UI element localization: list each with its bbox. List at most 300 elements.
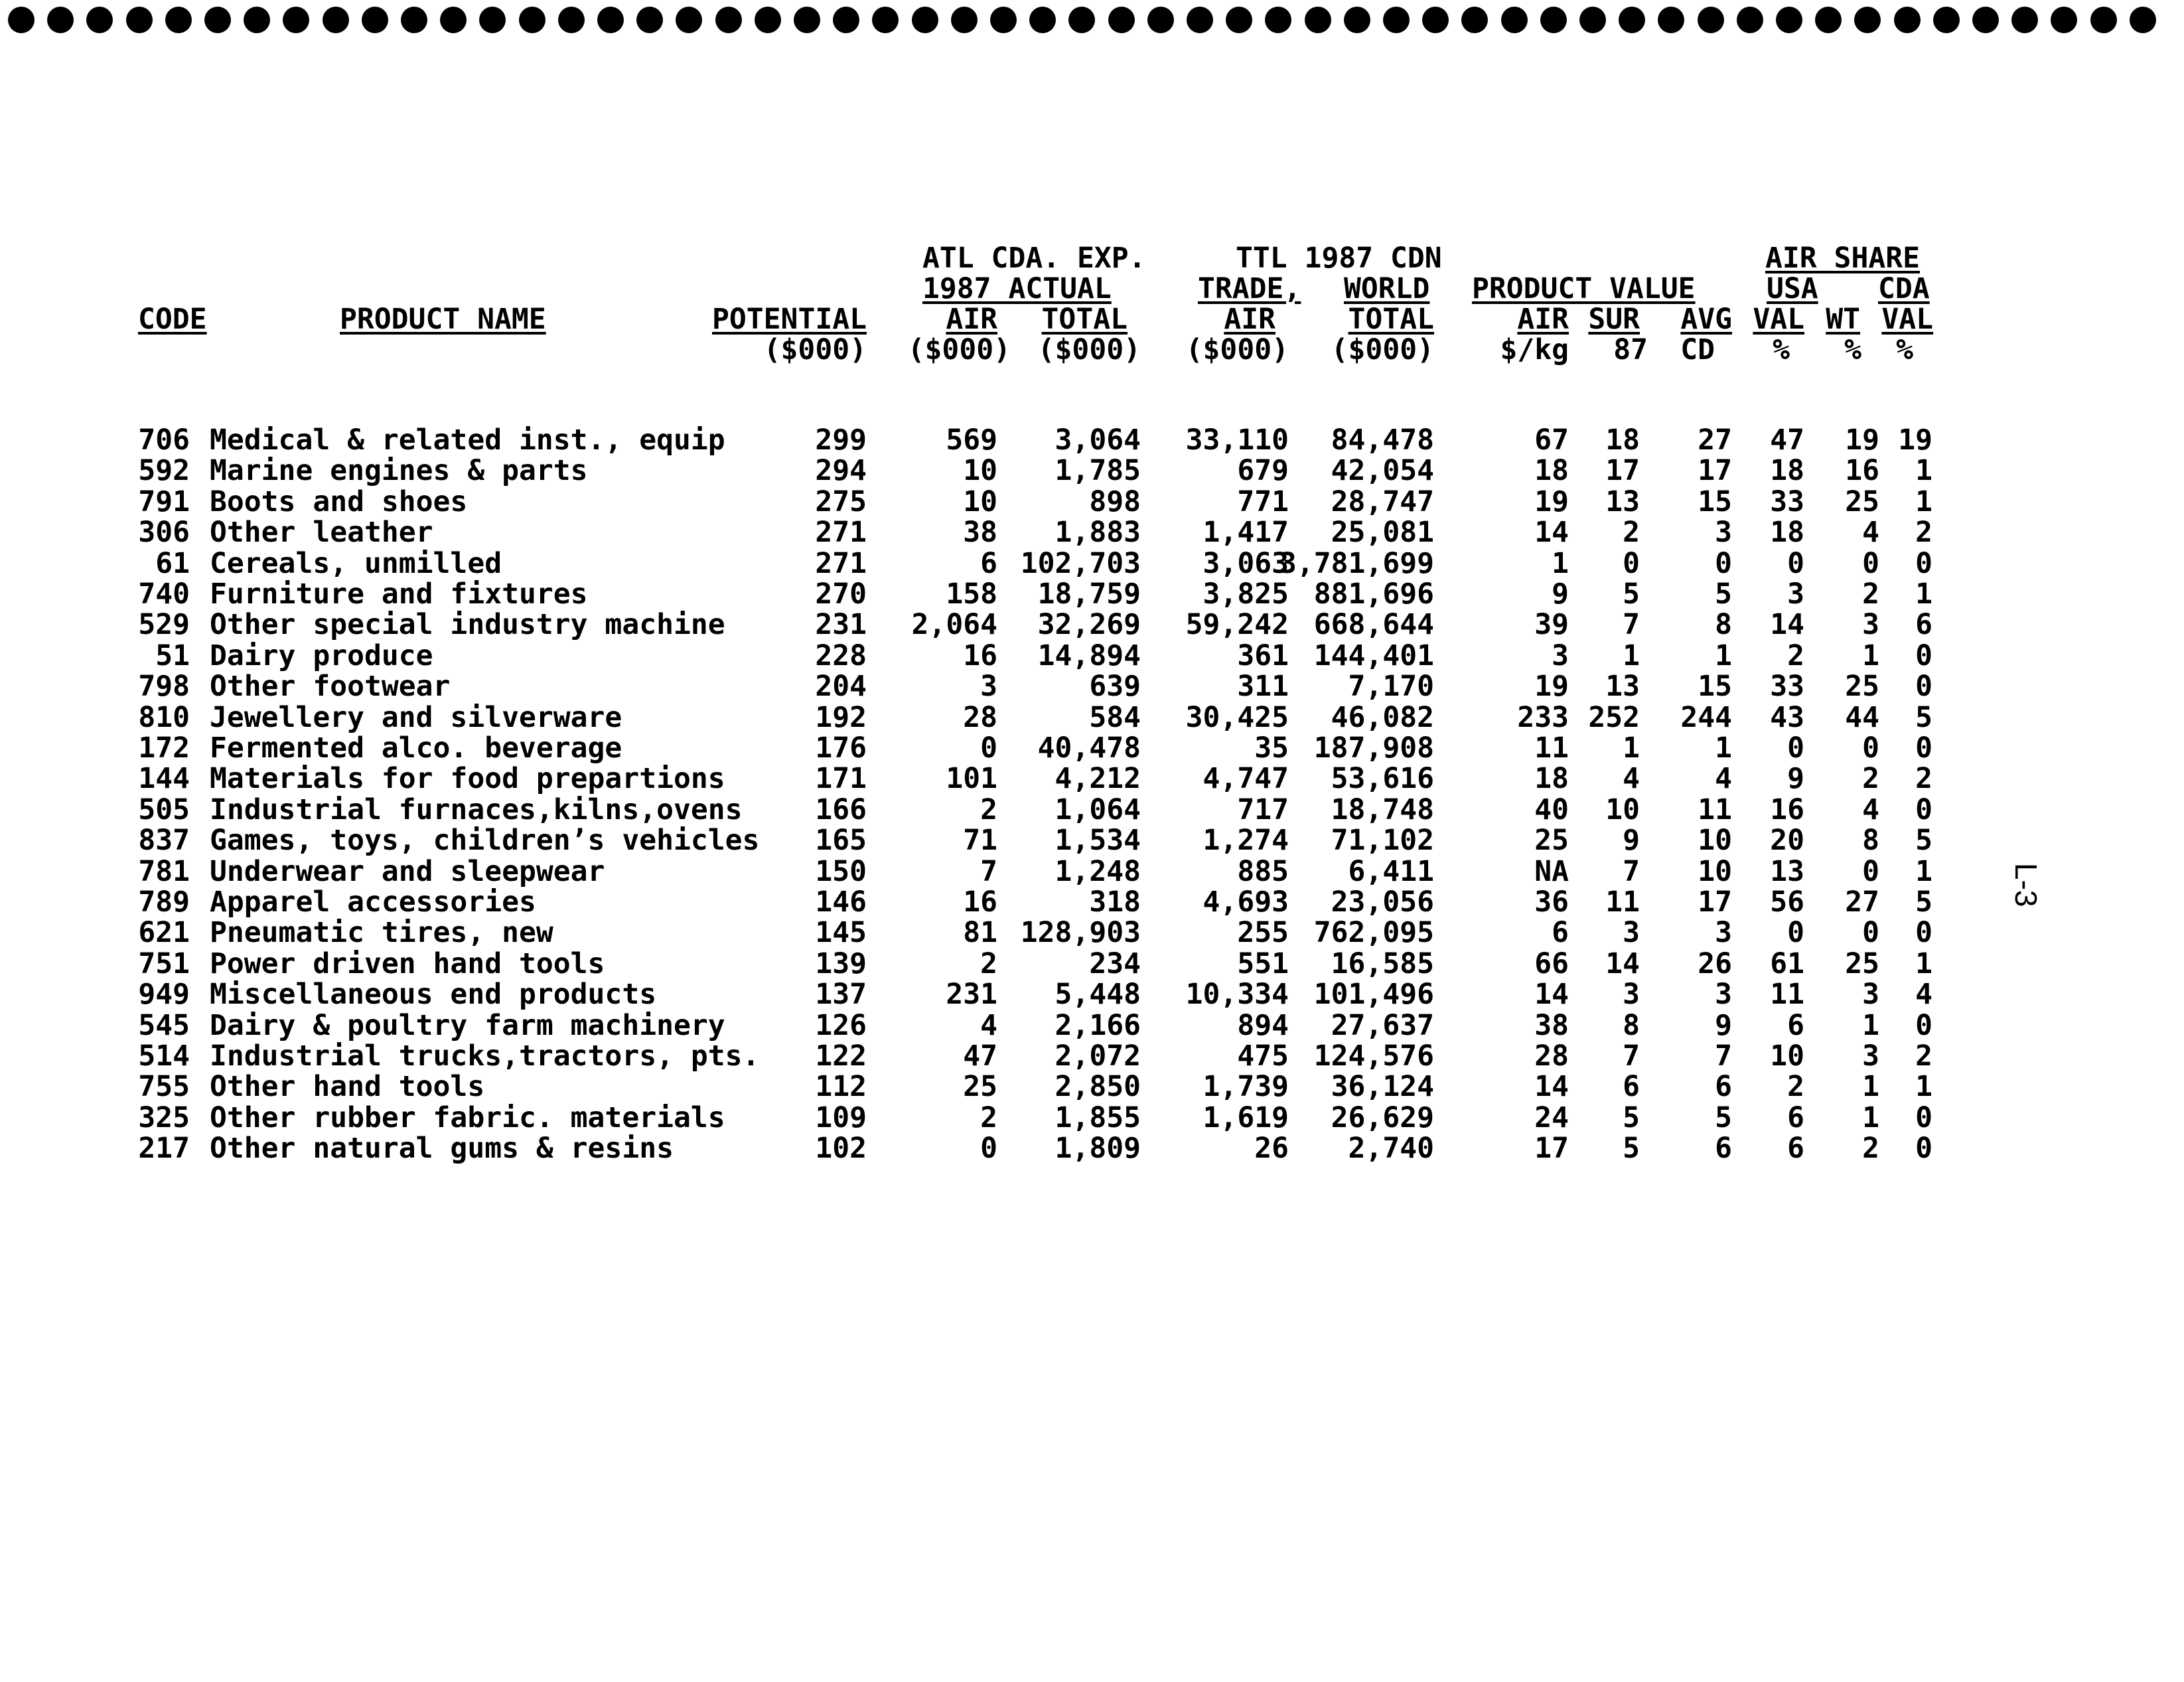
cell-pv-sur: 7	[1623, 854, 1640, 888]
cell-pv-sur: 13	[1605, 485, 1640, 518]
cell-world-total: 668,644	[1313, 608, 1434, 642]
cell-total: 18,759	[1037, 577, 1141, 611]
cell-usa-val: 10	[1770, 1039, 1804, 1073]
cell-potential: 176	[815, 731, 867, 765]
cell-potential: 171	[815, 762, 867, 796]
column-header-trade-air: AIR	[1224, 303, 1275, 336]
cell-usa-val: 20	[1770, 824, 1804, 858]
cell-pv-sur: 11	[1605, 885, 1640, 919]
cell-code: 306	[138, 516, 190, 550]
cell-pv-air: 14	[1534, 516, 1569, 550]
cell-cda-val: 1	[1915, 1070, 1932, 1104]
cell-code: 706	[138, 423, 190, 457]
cell-cda-val: 1	[1915, 577, 1932, 611]
cell-usa-val: 6	[1787, 1101, 1804, 1134]
cell-potential: 204	[815, 670, 867, 704]
cell-air: 2	[980, 947, 997, 980]
cell-pv-air: 11	[1534, 731, 1569, 765]
cell-world-total: 36,124	[1331, 1070, 1434, 1104]
cell-code: 144	[138, 762, 190, 796]
cell-cda-val: 0	[1915, 916, 1932, 950]
cell-pv-sur: 13	[1605, 670, 1640, 704]
cell-trade-air: 4,693	[1202, 885, 1289, 919]
cell-pv-air: 3	[1552, 639, 1569, 672]
column-header-pv-air: AIR	[1517, 303, 1569, 336]
cell-trade-air: 10,334	[1185, 978, 1289, 1012]
cell-air: 569	[946, 423, 997, 457]
cell-usa-val: 0	[1787, 916, 1804, 950]
cell-cda-val: 1	[1915, 454, 1932, 488]
cell-product-name: Power driven hand tools	[210, 947, 605, 980]
cell-usa-val: 47	[1770, 423, 1804, 457]
cell-air: 2	[980, 1101, 997, 1134]
cell-pv-sur: 7	[1623, 608, 1640, 642]
cell-pv-sur: 0	[1623, 546, 1640, 580]
cell-product-name: Materials for food prepartions	[210, 762, 725, 796]
cell-world-total: 16,585	[1331, 947, 1434, 980]
cell-pv-air: 40	[1534, 793, 1569, 826]
cell-pv-air: 25	[1534, 824, 1569, 858]
cell-wt: 0	[1862, 731, 1879, 765]
column-header-air-unit: ($000)	[907, 333, 1011, 366]
cell-air: 71	[963, 824, 997, 858]
cell-pv-avg: 15	[1698, 485, 1732, 518]
cell-usa-val: 6	[1787, 1132, 1804, 1166]
cell-code: 505	[138, 793, 190, 826]
cell-air: 47	[963, 1039, 997, 1073]
cell-trade-air: 33,110	[1185, 423, 1289, 457]
cell-usa-val: 43	[1770, 700, 1804, 734]
cell-cda-val: 4	[1915, 978, 1932, 1012]
cell-total: 1,248	[1055, 854, 1141, 888]
cell-cda-val: 0	[1915, 1101, 1932, 1134]
cell-pv-sur: 14	[1605, 947, 1640, 980]
cell-pv-air: 1	[1552, 546, 1569, 580]
cell-air: 25	[963, 1070, 997, 1104]
cell-product-name: Miscellaneous end products	[210, 978, 657, 1012]
cell-trade-air: 311	[1237, 670, 1289, 704]
cell-product-name: Medical & related inst., equip	[210, 423, 725, 457]
column-header-product-name: PRODUCT NAME	[340, 303, 546, 336]
cell-total: 14,894	[1037, 639, 1141, 672]
cell-pv-sur: 5	[1623, 1101, 1640, 1134]
cell-pv-air: 9	[1552, 577, 1569, 611]
cell-wt: 1	[1862, 1070, 1879, 1104]
column-header-potential: POTENTIAL	[712, 303, 867, 336]
cell-code: 949	[138, 978, 190, 1012]
cell-pv-air: 38	[1534, 1008, 1569, 1042]
cell-code: 755	[138, 1070, 190, 1104]
column-header-total-unit: ($000)	[1037, 333, 1141, 366]
cell-cda-val: 1	[1915, 947, 1932, 980]
cell-air: 0	[980, 1132, 997, 1166]
cell-pv-sur: 3	[1623, 916, 1640, 950]
cell-cda-val: 6	[1915, 608, 1932, 642]
column-header-world-total-unit: ($000)	[1331, 333, 1434, 366]
cell-usa-val: 2	[1787, 1070, 1804, 1104]
cell-potential: 145	[815, 916, 867, 950]
cell-trade-air: 771	[1237, 485, 1289, 518]
cell-potential: 275	[815, 485, 867, 518]
cell-wt: 8	[1862, 824, 1879, 858]
cell-trade-air: 30,425	[1185, 700, 1289, 734]
cell-potential: 102	[815, 1132, 867, 1166]
cell-pv-avg: 27	[1698, 423, 1732, 457]
cell-usa-val: 18	[1770, 454, 1804, 488]
column-header-total: TOTAL	[1041, 303, 1128, 336]
cell-potential: 122	[815, 1039, 867, 1073]
cell-usa-val: 56	[1770, 885, 1804, 919]
cell-cda-val: 0	[1915, 639, 1932, 672]
cell-cda-val: 2	[1915, 1039, 1932, 1073]
cell-pv-air: 6	[1552, 916, 1569, 950]
cell-product-name: Other leather	[210, 516, 433, 550]
cell-code: 798	[138, 670, 190, 704]
cell-pv-avg: 6	[1715, 1132, 1732, 1166]
cell-code: 740	[138, 577, 190, 611]
cell-air: 10	[963, 454, 997, 488]
cell-world-total: 42,054	[1331, 454, 1434, 488]
cell-trade-air: 1,274	[1202, 824, 1289, 858]
cell-pv-sur: 4	[1623, 762, 1640, 796]
cell-world-total: 144,401	[1313, 639, 1434, 672]
cell-wt: 4	[1862, 516, 1879, 550]
cell-cda-val: 5	[1915, 824, 1932, 858]
cell-trade-air: 3,063	[1202, 546, 1289, 580]
cell-pv-air: 24	[1534, 1101, 1569, 1134]
header-group-atl: ATL CDA. EXP.	[922, 242, 1146, 275]
cell-pv-air: 18	[1534, 454, 1569, 488]
cell-pv-avg: 17	[1698, 885, 1732, 919]
cell-potential: 112	[815, 1070, 867, 1104]
cell-potential: 165	[815, 824, 867, 858]
cell-total: 1,855	[1055, 1101, 1141, 1134]
cell-total: 128,903	[1020, 916, 1141, 950]
cell-wt: 1	[1862, 639, 1879, 672]
cell-wt: 25	[1845, 947, 1879, 980]
cell-pv-avg: 9	[1715, 1008, 1732, 1042]
cell-usa-val: 61	[1770, 947, 1804, 980]
cell-total: 2,850	[1055, 1070, 1141, 1104]
cell-cda-val: 1	[1915, 854, 1932, 888]
cell-pv-sur: 9	[1623, 824, 1640, 858]
column-header-wt: WT	[1826, 303, 1860, 336]
cell-world-total: 53,616	[1331, 762, 1434, 796]
cell-usa-val: 0	[1787, 731, 1804, 765]
cell-cda-val: 2	[1915, 516, 1932, 550]
cell-potential: 137	[815, 978, 867, 1012]
cell-cda-val: 0	[1915, 1008, 1932, 1042]
cell-product-name: Dairy & poultry farm machinery	[210, 1008, 725, 1042]
cell-total: 639	[1089, 670, 1141, 704]
cell-world-total: 26,629	[1331, 1101, 1434, 1134]
cell-product-name: Jewellery and silverware	[210, 700, 622, 734]
cell-total: 2,072	[1055, 1039, 1141, 1073]
cell-product-name: Boots and shoes	[210, 485, 468, 518]
cell-code: 325	[138, 1101, 190, 1134]
cell-world-total: 762,095	[1313, 916, 1434, 950]
cell-pv-avg: 3	[1715, 916, 1732, 950]
cell-trade-air: 894	[1237, 1008, 1289, 1042]
cell-code: 172	[138, 731, 190, 765]
cell-world-total: 6,411	[1348, 854, 1434, 888]
header-group-ttl: TTL 1987 CDN	[1236, 242, 1442, 275]
cell-world-total: 2,740	[1348, 1132, 1434, 1166]
cell-code: 781	[138, 854, 190, 888]
cell-pv-air: 39	[1534, 608, 1569, 642]
cell-cda-val: 0	[1915, 670, 1932, 704]
cell-product-name: Other natural gums & resins	[210, 1132, 674, 1166]
cell-cda-val: 5	[1915, 700, 1932, 734]
cell-wt: 44	[1845, 700, 1879, 734]
cell-trade-air: 717	[1237, 793, 1289, 826]
column-header-pv-avg: AVG	[1680, 303, 1732, 336]
cell-trade-air: 679	[1237, 454, 1289, 488]
cell-total: 898	[1089, 485, 1141, 518]
cell-total: 318	[1089, 885, 1141, 919]
column-header-usa-val: VAL	[1753, 303, 1804, 336]
cell-trade-air: 3,825	[1202, 577, 1289, 611]
cell-cda-val: 19	[1898, 423, 1932, 457]
cell-wt: 2	[1862, 1132, 1879, 1166]
cell-product-name: Underwear and sleepwear	[210, 854, 605, 888]
cell-world-total: 27,637	[1331, 1008, 1434, 1042]
cell-code: 592	[138, 454, 190, 488]
cell-trade-air: 255	[1237, 916, 1289, 950]
cell-usa-val: 16	[1770, 793, 1804, 826]
cell-trade-air: 35	[1254, 731, 1289, 765]
cell-product-name: Pneumatic tires, new	[210, 916, 553, 950]
cell-product-name: Industrial trucks,tractors, pts.	[210, 1039, 760, 1073]
cell-trade-air: 1,619	[1202, 1101, 1289, 1134]
cell-product-name: Other hand tools	[210, 1070, 485, 1104]
cell-pv-air: 19	[1534, 670, 1569, 704]
cell-potential: 109	[815, 1101, 867, 1134]
cell-pv-air: 19	[1534, 485, 1569, 518]
cell-pv-avg: 3	[1715, 978, 1732, 1012]
cell-product-name: Other special industry machine	[210, 608, 725, 642]
cell-code: 51	[155, 639, 190, 672]
cell-pv-avg: 8	[1715, 608, 1732, 642]
cell-world-total: 71,102	[1331, 824, 1434, 858]
cell-wt: 4	[1862, 793, 1879, 826]
header-group-world: WORLD	[1344, 272, 1430, 305]
cell-wt: 16	[1845, 454, 1879, 488]
cell-pv-air: 67	[1534, 423, 1569, 457]
column-header-pv-year: 87	[1613, 333, 1648, 366]
cell-code: 789	[138, 885, 190, 919]
cell-cda-val: 0	[1915, 546, 1932, 580]
column-header-usa-val-unit: %	[1773, 333, 1790, 366]
cell-wt: 0	[1862, 916, 1879, 950]
cell-trade-air: 475	[1237, 1039, 1289, 1073]
cell-total: 40,478	[1037, 731, 1141, 765]
cell-wt: 0	[1862, 854, 1879, 888]
cell-code: 545	[138, 1008, 190, 1042]
column-header-trade-air-unit: ($000)	[1185, 333, 1289, 366]
column-header-code: CODE	[138, 303, 207, 336]
cell-usa-val: 18	[1770, 516, 1804, 550]
cell-usa-val: 6	[1787, 1008, 1804, 1042]
cell-air: 231	[946, 978, 997, 1012]
cell-wt: 1	[1862, 1008, 1879, 1042]
cell-pv-avg: 1	[1715, 639, 1732, 672]
header-group-product-value: PRODUCT VALUE	[1472, 272, 1696, 305]
cell-product-name: Industrial furnaces,kilns,ovens	[210, 793, 743, 826]
cell-product-name: Furniture and fixtures	[210, 577, 588, 611]
cell-product-name: Fermented alco. beverage	[210, 731, 622, 765]
cell-usa-val: 14	[1770, 608, 1804, 642]
cell-pv-avg: 10	[1698, 854, 1732, 888]
cell-air: 2	[980, 793, 997, 826]
cell-total: 1,883	[1055, 516, 1141, 550]
cell-code: 751	[138, 947, 190, 980]
cell-total: 3,064	[1055, 423, 1141, 457]
cell-product-name: Games, toys, children’s vehicles	[210, 824, 760, 858]
column-header-air: AIR	[946, 303, 997, 336]
cell-usa-val: 33	[1770, 670, 1804, 704]
cell-air: 16	[963, 639, 997, 672]
cell-potential: 270	[815, 577, 867, 611]
cell-world-total: 18,748	[1331, 793, 1434, 826]
cell-pv-avg: 3	[1715, 516, 1732, 550]
cell-pv-sur: 5	[1623, 577, 1640, 611]
cell-cda-val: 0	[1915, 731, 1932, 765]
cell-code: 514	[138, 1039, 190, 1073]
cell-world-total: 23,056	[1331, 885, 1434, 919]
cell-cda-val: 0	[1915, 1132, 1932, 1166]
cell-product-name: Cereals, unmilled	[210, 546, 502, 580]
cell-air: 3	[980, 670, 997, 704]
cell-total: 1,064	[1055, 793, 1141, 826]
cell-trade-air: 26	[1254, 1132, 1289, 1166]
cell-pv-sur: 5	[1623, 1132, 1640, 1166]
cell-wt: 1	[1862, 1101, 1879, 1134]
cell-code: 217	[138, 1132, 190, 1166]
cell-pv-avg: 11	[1698, 793, 1732, 826]
cell-pv-air: 17	[1534, 1132, 1569, 1166]
cell-potential: 299	[815, 423, 867, 457]
cell-potential: 146	[815, 885, 867, 919]
cell-pv-avg: 5	[1715, 577, 1732, 611]
page-number: L-3	[2009, 863, 2043, 907]
cell-air: 38	[963, 516, 997, 550]
cell-trade-air: 1,417	[1202, 516, 1289, 550]
cell-air: 158	[946, 577, 997, 611]
column-header-cda-val: VAL	[1881, 303, 1933, 336]
cell-pv-avg: 6	[1715, 1070, 1732, 1104]
cell-code: 61	[155, 546, 190, 580]
cell-pv-sur: 18	[1605, 423, 1640, 457]
cell-trade-air: 59,242	[1185, 608, 1289, 642]
cell-wt: 25	[1845, 485, 1879, 518]
cell-total: 4,212	[1055, 762, 1141, 796]
cell-world-total: 881,696	[1313, 577, 1434, 611]
cell-usa-val: 33	[1770, 485, 1804, 518]
cell-potential: 231	[815, 608, 867, 642]
cell-world-total: 7,170	[1348, 670, 1434, 704]
cell-pv-sur: 7	[1623, 1039, 1640, 1073]
cell-pv-avg: 15	[1698, 670, 1732, 704]
cell-usa-val: 9	[1787, 762, 1804, 796]
cell-air: 6	[980, 546, 997, 580]
cell-pv-avg: 7	[1715, 1039, 1732, 1073]
cell-product-name: Dairy produce	[210, 639, 433, 672]
cell-usa-val: 13	[1770, 854, 1804, 888]
cell-product-name: Other footwear	[210, 670, 451, 704]
header-group-1987-actual: 1987 ACTUAL	[922, 272, 1112, 305]
cell-total: 5,448	[1055, 978, 1141, 1012]
cell-total: 32,269	[1037, 608, 1141, 642]
column-header-cda-val-unit: %	[1896, 333, 1913, 366]
cell-pv-avg: 1	[1715, 731, 1732, 765]
cell-pv-air: 14	[1534, 978, 1569, 1012]
cell-pv-sur: 10	[1605, 793, 1640, 826]
cell-wt: 19	[1845, 423, 1879, 457]
cell-world-total: 124,576	[1313, 1039, 1434, 1073]
cell-pv-air: 66	[1534, 947, 1569, 980]
cell-potential: 294	[815, 454, 867, 488]
cell-pv-sur: 6	[1623, 1070, 1640, 1104]
cell-pv-avg: 26	[1698, 947, 1732, 980]
cell-wt: 27	[1845, 885, 1879, 919]
cell-wt: 3	[1862, 978, 1879, 1012]
cell-usa-val: 3	[1787, 577, 1804, 611]
header-group-usa: USA	[1767, 272, 1818, 305]
cell-world-total: 28,747	[1331, 485, 1434, 518]
cell-wt: 25	[1845, 670, 1879, 704]
cell-total: 584	[1089, 700, 1141, 734]
column-header-pv-cd: CD	[1680, 333, 1715, 366]
cell-air: 101	[946, 762, 997, 796]
cell-code: 810	[138, 700, 190, 734]
cell-air: 81	[963, 916, 997, 950]
cell-total: 2,166	[1055, 1008, 1141, 1042]
cell-cda-val: 0	[1915, 793, 1932, 826]
cell-pv-air: 36	[1534, 885, 1569, 919]
cell-code: 621	[138, 916, 190, 950]
header-group-trade: TRADE,	[1198, 272, 1301, 305]
cell-potential: 271	[815, 516, 867, 550]
cell-world-total: 3,781,699	[1279, 546, 1434, 580]
cell-world-total: 187,908	[1313, 731, 1434, 765]
cell-code: 791	[138, 485, 190, 518]
cell-potential: 166	[815, 793, 867, 826]
cell-potential: 150	[815, 854, 867, 888]
cell-wt: 3	[1862, 608, 1879, 642]
cell-potential: 126	[815, 1008, 867, 1042]
cell-usa-val: 2	[1787, 639, 1804, 672]
column-header-pv-unit: $/kg	[1500, 333, 1569, 366]
cell-trade-air: 885	[1237, 854, 1289, 888]
cell-pv-sur: 1	[1623, 731, 1640, 765]
cell-wt: 2	[1862, 577, 1879, 611]
cell-cda-val: 5	[1915, 885, 1932, 919]
cell-cda-val: 1	[1915, 485, 1932, 518]
cell-cda-val: 2	[1915, 762, 1932, 796]
cell-pv-air: 233	[1517, 700, 1569, 734]
cell-wt: 3	[1862, 1039, 1879, 1073]
cell-potential: 228	[815, 639, 867, 672]
cell-code: 529	[138, 608, 190, 642]
cell-pv-air: NA	[1534, 854, 1569, 888]
cell-usa-val: 0	[1787, 546, 1804, 580]
cell-total: 1,809	[1055, 1132, 1141, 1166]
cell-world-total: 46,082	[1331, 700, 1434, 734]
cell-code: 837	[138, 824, 190, 858]
cell-pv-air: 28	[1534, 1039, 1569, 1073]
cell-usa-val: 11	[1770, 978, 1804, 1012]
